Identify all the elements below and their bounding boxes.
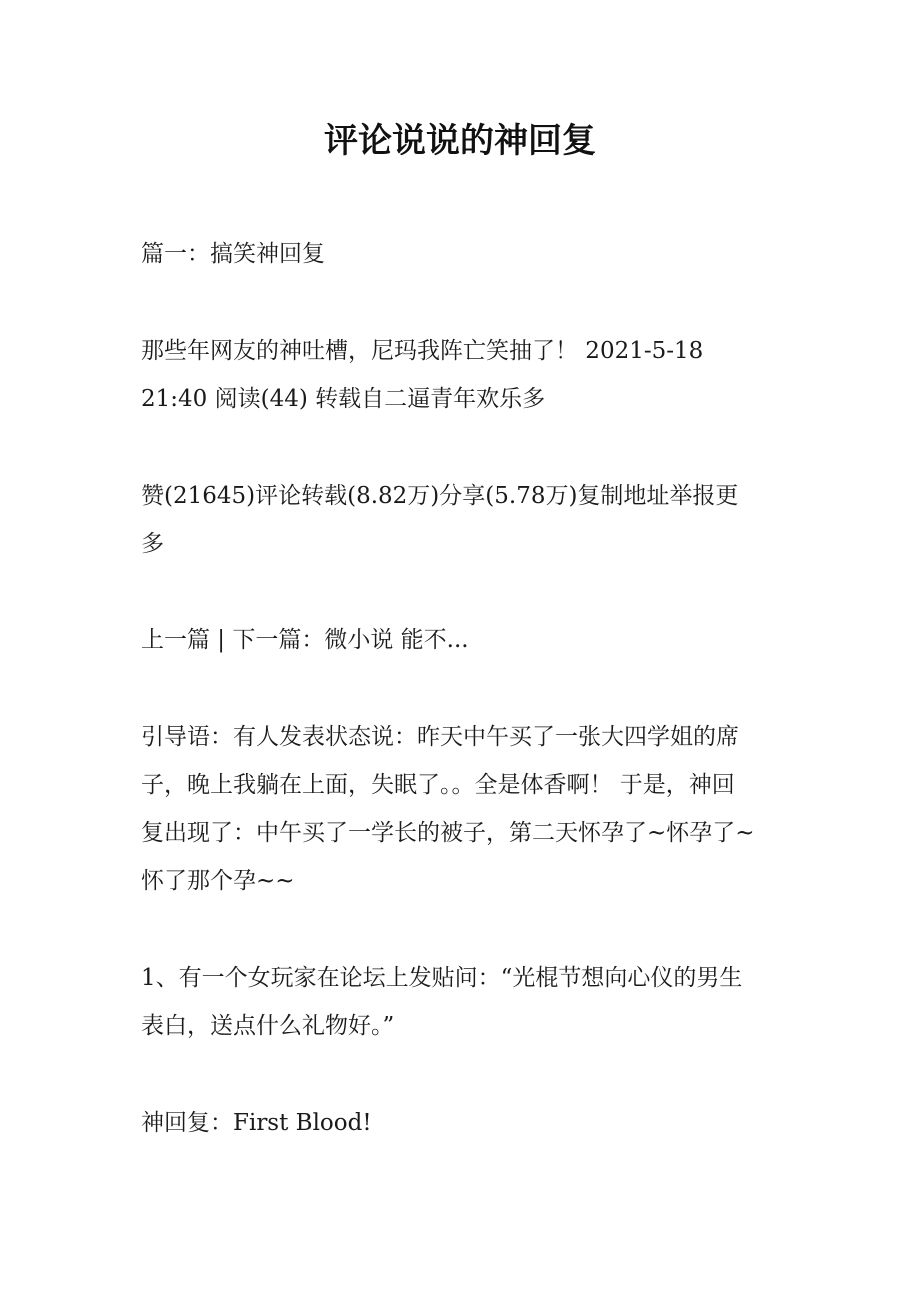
text-line: 那些年网友的神吐槽，尼玛我阵亡笑抽了！ 2021-5-18 bbox=[141, 338, 704, 364]
intro-paragraph bbox=[141, 713, 786, 905]
reply-paragraph bbox=[141, 1099, 786, 1147]
text-line: 篇一：搞笑神回复 bbox=[141, 241, 325, 267]
post-actions-paragraph bbox=[141, 472, 786, 568]
item-paragraph bbox=[141, 954, 786, 1050]
post-navigation-paragraph bbox=[141, 616, 786, 664]
text-line: 神回复：First Blood! bbox=[141, 1110, 372, 1136]
text-line: 引导语：有人发表状态说：昨天中午买了一张大四学姐的席 bbox=[141, 724, 739, 750]
text-line: 子，晚上我躺在上面，失眠了。。全是体香啊！ 于是，神回 bbox=[141, 772, 735, 798]
text-line: 复出现了：中午买了一学长的被子，第二天怀孕了~怀孕了~ bbox=[141, 820, 755, 846]
text-line: 1、有一个女玩家在论坛上发贴问：“光棍节想向心仪的男生 bbox=[141, 965, 743, 991]
text-line: 21:40 阅读(44) 转载自二逼青年欢乐多 bbox=[141, 386, 546, 412]
text-line: 表白，送点什么礼物好。” bbox=[141, 1013, 395, 1039]
text-line: 赞(21645)评论转载(8.82万)分享(5.78万)复制地址举报更 bbox=[141, 483, 739, 509]
text-line: 怀了那个孕~~ bbox=[141, 868, 295, 894]
page-title: 评论说说的神回复 bbox=[324, 121, 596, 161]
section-heading bbox=[141, 230, 786, 278]
post-meta-paragraph bbox=[141, 327, 786, 423]
text-line: 多 bbox=[141, 531, 164, 557]
text-line: 上一篇 | 下一篇：微小说 能不... bbox=[141, 627, 469, 653]
